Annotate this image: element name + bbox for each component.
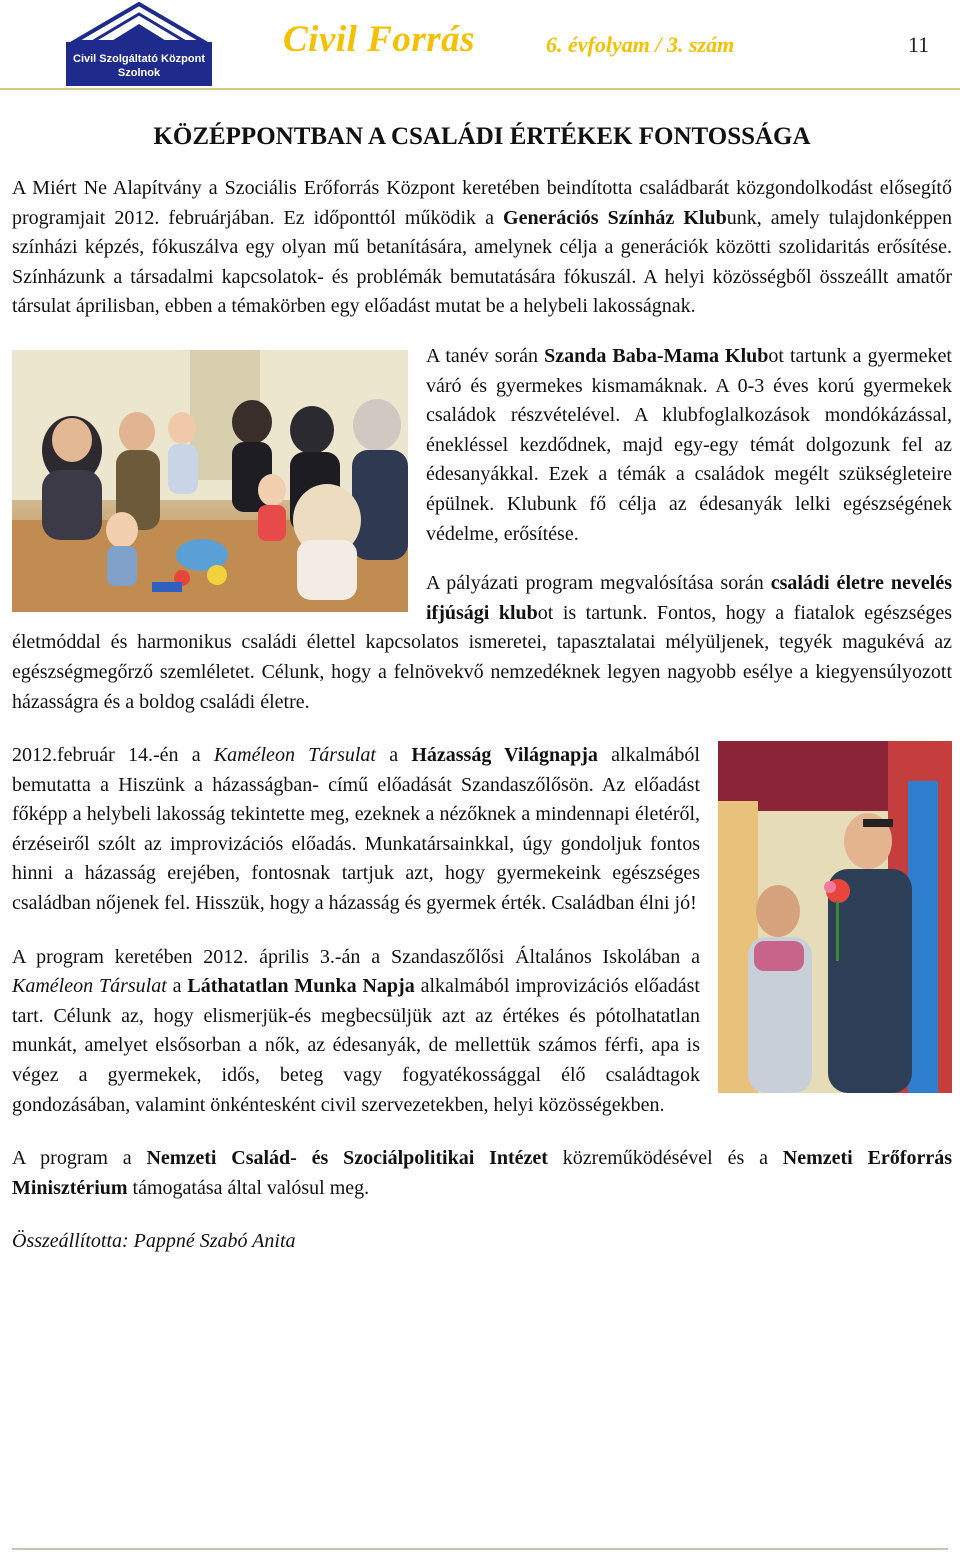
- logo-line-1: Civil Szolgáltató Központ: [73, 53, 205, 65]
- text-run: támogatása által valósul meg.: [127, 1176, 370, 1199]
- spacer: [12, 322, 952, 342]
- text-run: alkalmából bemutatta a Hiszünk a házasságban- című előadását Szandaszőlősön. Az előadást főképp a helybeli lakosság tekintette meg, ezeknek a nézőknek a mindennapi életéről, érzéseiről szólt az improvizációs előadás. Munkatársainkkal, úgy gondoljuk fontos hinni a házasság erejében, fontosnak tartjuk azt, hogy gyermekeink egészséges családban nőjenek fel. Hisszük, hogy a házasság és gyermek érték. Családban élni jó!: [12, 744, 700, 915]
- house-roof-icon: [66, 2, 212, 50]
- photo-mothers-babies: [12, 350, 408, 612]
- text-run: A program a: [12, 1147, 147, 1170]
- spacer: [12, 1203, 952, 1227]
- logo-text: [66, 46, 212, 86]
- club-name-theatre: Generációs Színház Klub: [503, 206, 727, 229]
- footer-divider: [12, 1548, 948, 1550]
- text-run: A pályázati program megvalósítása során: [426, 572, 771, 595]
- troupe-name: Kaméleon Társulat: [213, 744, 376, 767]
- institute-name: Nemzeti Család- és Szociálpolitikai Intézet: [146, 1147, 548, 1170]
- photo-illustration: [12, 350, 408, 612]
- author-signoff: Összeállította: Pappné Szabó Anita: [12, 1230, 296, 1253]
- event-name-marriage-day: Házasság Világnapja: [411, 744, 598, 767]
- organization-logo: [66, 2, 212, 88]
- text-run: közreműködésével és a: [547, 1147, 783, 1170]
- article-body: [12, 110, 952, 1257]
- article-title: KÖZÉPPONTBAN A CSALÁDI ÉRTÉKEK FONTOSSÁGA: [153, 123, 811, 150]
- text-run: A program keretében 2012. április 3.-án a Szandaszőlősi Általános Iskolában a: [12, 945, 700, 968]
- text-run: unk, amely tulajdonképpen színházi képzés, fókuszálva egy olyan mű betanítására, amelynek célja a generációk közötti szolidaritás erősítése. Színházunk a társadalmi kapcsolatok- és problémák bemutatására fókuszál. A helyi közösségből összeállt amatőr társulat áprilisban, ebben a témakörben egy előadást mutat be a helybeli lakosságnak.: [12, 206, 953, 318]
- text-run: a: [166, 975, 188, 998]
- photo-theatre-couple: [718, 741, 952, 1093]
- text-run: 2012.február 14.-én a: [12, 744, 214, 767]
- spacer: [12, 717, 952, 741]
- page-number: 11: [908, 32, 930, 57]
- club-name-baby-mama: Szanda Baba-Mama Klub: [544, 344, 769, 367]
- photo-illustration: [718, 741, 952, 1093]
- publication-title: Civil Forrás: [283, 19, 476, 60]
- header-divider: [0, 88, 960, 90]
- event-name-invisible-work: Láthatatlan Munka Napja: [187, 975, 415, 998]
- text-run: ot tartunk a gyermeket váró és gyermekes kismamáknak. A 0-3 éves korú gyermekek családok részvételével. A klubfoglalkozások mondókázással, énekléssel kezdődnek, majd egy-egy témát dolgozunk fel az édesanyákkal. Ezek a témák a családok megélt szükségleteire épülnek. Klubunk fő célja az édesanyák lelki egészségének védelme, erősítése.: [426, 344, 952, 545]
- logo-line-2: Szolnok: [117, 67, 161, 79]
- paragraph-6: [12, 1144, 952, 1203]
- spacer: [12, 1120, 952, 1144]
- text-run: A tanév során: [426, 344, 545, 367]
- paragraph-1: [12, 174, 952, 322]
- issue-label: 6. évfolyam / 3. szám: [546, 32, 735, 57]
- text-run: alkalmából improvizációs előadást tart. Célunk az, hogy elismerjük-és megbecsüljük azt az értékes és pótolhatatlan munkát, amelyet elsősorban a nők, az édesanyák, de mellettük számos férfi, apa is végez a gyermekek, idős, beteg vagy fogyatékossággal élő családtagok gondozásában, valamint önkéntesként civil szervezetekben, helyi közösségekben.: [12, 975, 700, 1116]
- page-header: [0, 0, 960, 92]
- text-run: a: [375, 744, 412, 767]
- text-run: ot is tartunk. Fontos, hogy a fiatalok egészséges életmóddal és harmonikus családi élettel kapcsolatos ismeretei, tapasztalatai mélyüljenek, tegyék magukévá az egészségmegőrző szemléletet. Célunk, hogy a felnövekvő nemzedéknek legyen nagyobb esélye a kiegyensúlyozott házasságra és a boldog családi életre.: [12, 601, 952, 713]
- troupe-name: Kaméleon Társulat: [12, 975, 167, 998]
- club-name-youth: családi életre nevelés ifjúsági klub: [426, 572, 952, 624]
- ministry-name: Nemzeti Erőforrás Minisztérium: [12, 1147, 952, 1199]
- text-run: A Miért Ne Alapítvány a Szociális Erőforrás Központ keretében beindította családbarát közgondolkodást elősegítő programjait 2012. februárjában. Ez időponttól működik a: [12, 177, 952, 229]
